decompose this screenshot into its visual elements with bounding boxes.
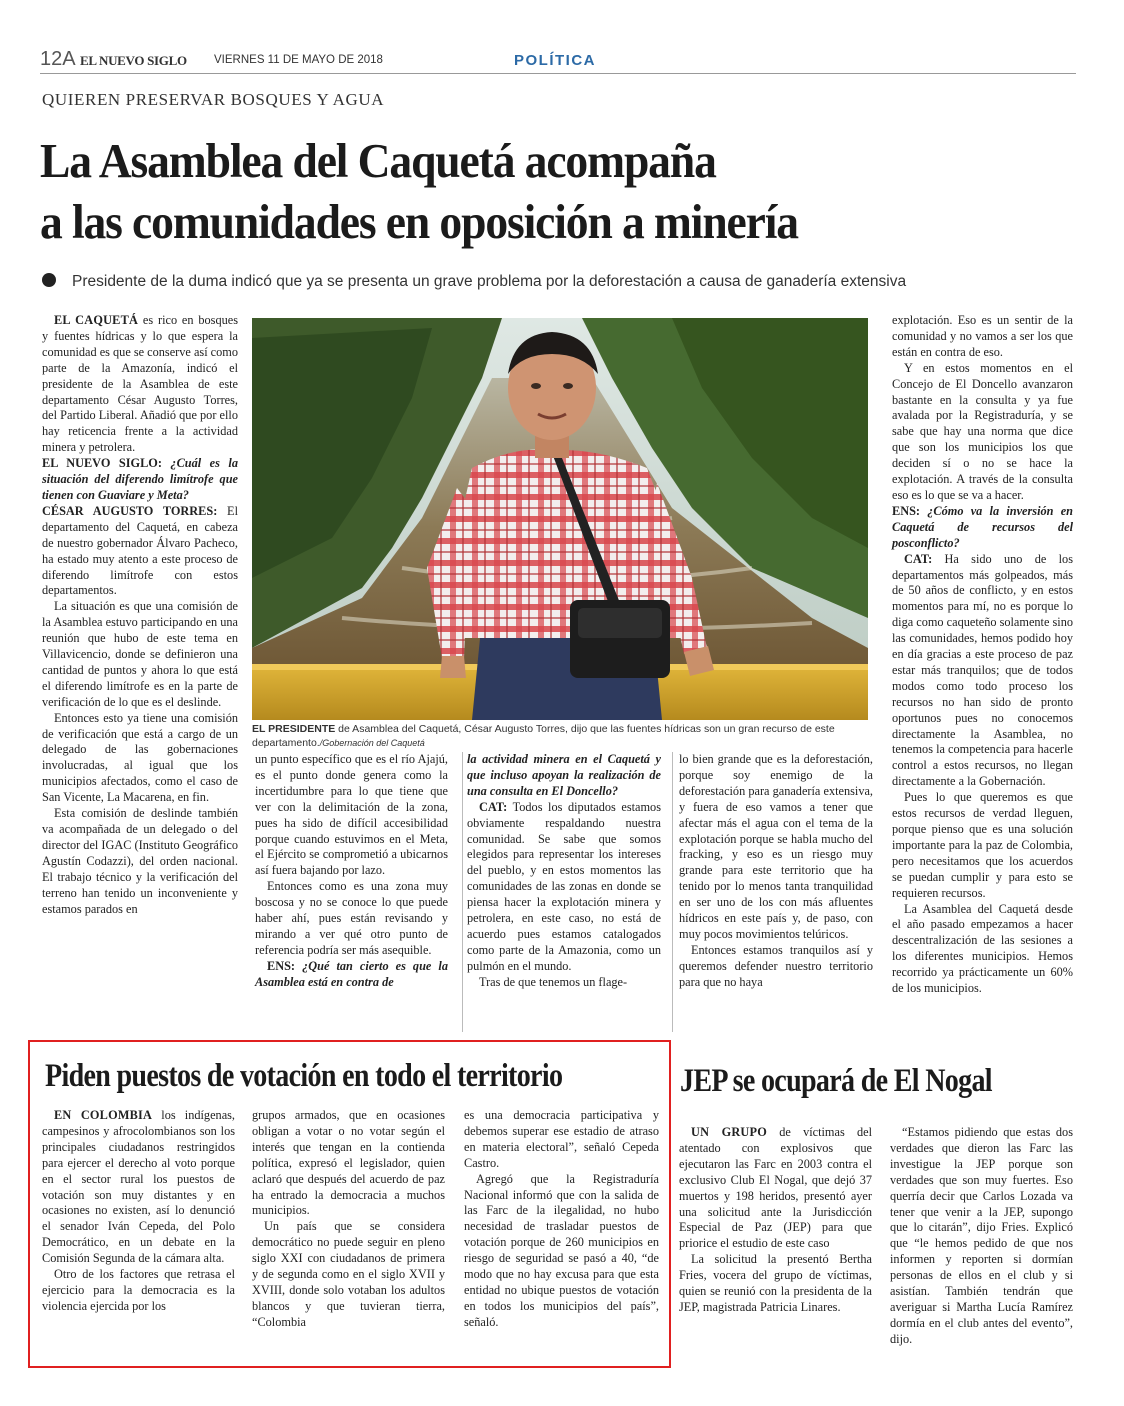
paragraph: Y en estos momentos en el Concejo de El Doncello avanzaron bastante en la consulta y ya fue avalada por la Registraduría, y se sabe que hay una norma que dice que son los municipios los que deciden sí o no se hace la explotación. A través de la consulta eso es lo que se va a hacer. bbox=[892, 360, 1073, 502]
paragraph: es rico en bosques y fuentes hídricas y lo que espera la comunidad es que se conserve así como parte de la Amazonía, indicó el presidente de la Asamblea de este departamento César Augusto Torres, del Partido Liberal. Añadió que por ello hay reticencia frente a la actividad minera y petrolera. bbox=[42, 313, 239, 455]
paragraph: Esta comisión de deslinde también va acompañada de un delegado o del director del IGAC (Instituto Geográfico Agustín Codazzi), del orden nacional. El trabajo técnico y la verificación del terreno han tenido un inconveniente y estamos parados en bbox=[42, 806, 239, 916]
caption-text: de Asamblea del Caquetá, César Augusto Torres, dijo que las fuentes hídricas son un gran recurso de este departamento. bbox=[252, 723, 835, 749]
paragraph: Agregó que la Registraduría Nacional informó que con la salida de las Farc de la ilegalidad, no hubo necesidad de trasladar puestos de votación porque de 260 municipios en riesgo de seguridad se pasó a 40, “de modo que no hay excusa para que esta entidad no ubique puestos de votación en todos los municipios del país”, señaló. bbox=[464, 1171, 659, 1329]
article-summary bbox=[42, 273, 1082, 291]
article-column-1 bbox=[42, 313, 238, 917]
answer: Todos los diputados estamos obviamente respaldando nuestra comunidad. Se sabe que somos elegidos para representar los intereses del pueblo, y en estos momentos las comunidades de las zonas en donde se piensa hacer la explotación minera y petrolera, en este caso, no está de acuerdo pues estamos catalogados como parte de la Amazonia, como un pulmón en el mundo. bbox=[467, 799, 661, 973]
question: ¿Cómo va la inversión en Caquetá de recursos del posconflicto? bbox=[892, 503, 1073, 550]
question: ¿Cuál es la situación del diferendo limítrofe que tienen con Guaviare y Meta? bbox=[42, 456, 238, 502]
column-rule bbox=[462, 752, 463, 1032]
paragraph: Tras de que tenemos un flage- bbox=[479, 974, 628, 989]
paragraph: los indígenas, campesinos y afrocolombianos son los principales ciudadanos restringidos para ejercer el derecho al voto porque en el sector rural los puestos de votación son muy distantes y en ocasiones no existen, así lo denunció el senador Iván Cepeda, del Polo Democrático, en un debate en la Comisión Segunda de la cámara alta. bbox=[42, 1108, 236, 1266]
paragraph: Entonces estamos tranquilos así y queremos defender nuestro territorio para que no haya bbox=[679, 942, 873, 989]
paragraph: La situación es que una comisión de la Asamblea estuvo participando en una reunión que hubo de este tema en Villavicencio, donde se definieron una cantidad de puntos y ahora lo que está el diferendo limítrofe es en la parte de verificación de lo que es el deslinde. bbox=[42, 599, 238, 709]
article-column-4 bbox=[679, 752, 873, 991]
lead-in: EN COLOMBIA bbox=[54, 1108, 153, 1122]
article-column-2 bbox=[255, 752, 448, 991]
story2-column-2 bbox=[252, 1108, 445, 1331]
page-header bbox=[40, 46, 1076, 74]
paragraph: Entonces como es una zona muy boscosa y no se conoce lo que puede haber ahí, pues están revisando y mirando a ver qué otro punto de referencia podría ser más asequible. bbox=[255, 879, 448, 957]
paragraph: grupos armados, que en ocasiones obligan a votar o no votar según el interés que tengan en la contienda política, expresó el legislador, quien aclaró que después del acuerdo de paz ha entrado la democracia a muchos municipios. bbox=[252, 1108, 445, 1218]
paragraph: Otro de los factores que retrasa el ejercicio para la democracia es la violencia ejercida por los bbox=[42, 1267, 235, 1313]
story3-column-1 bbox=[679, 1125, 872, 1316]
answer-lead: CÉSAR AUGUSTO TORRES: bbox=[42, 503, 218, 518]
question-lead: ENS: bbox=[892, 503, 921, 518]
section-name: POLÍTICA bbox=[514, 52, 596, 69]
lead-in: UN GRUPO bbox=[691, 1125, 767, 1139]
question-lead: ENS: bbox=[267, 958, 296, 973]
article-photo bbox=[252, 318, 868, 720]
article-headline bbox=[40, 130, 1007, 252]
paragraph: La Asamblea del Caquetá desde el año pasado empezamos a hacer descentralización de las sesiones a los diferentes municipios. Hemos recorrido ya prácticamente un 60% de los municipios. bbox=[892, 901, 1073, 996]
column-rule bbox=[672, 752, 673, 1032]
paragraph: de víctimas del atentado con explosivos que ejecutaron las Farc en 2003 contra el exclusivo Club El Nogal, que dejó 37 muertos y 198 heridos, presentó ayer una solicitud ante la Jurisdicción Especial de Paz (JEP) para que priorice el estudio de este caso bbox=[679, 1125, 872, 1251]
paragraph: un punto específico que es el río Ajajú, es el punto donde genera como la incertidumbre para lo que tiene que ver con la delimitación de la zona, pues ha sido de difícil accesibilidad porque cuando estuvimos en el Meta, el Ejército se comprometió a ubicarnos así fuera bajando por lazo. bbox=[255, 752, 448, 878]
paragraph: lo bien grande que es la deforestación, porque soy enemigo de la deforestación para ganadería extensiva, y fuera de eso vamos a tener que afectar más el agua con el tema de la explotación porque se habla mucho del fracking, y eso es un riesgo muy grande para este territorio que ha tenido por lo menos tanta tranquilidad en ser uno de los con más afluentes hídricos en este país y, de paso, con muy pocos movimientos telúricos. bbox=[679, 752, 873, 941]
lead-in: EL CAQUETÁ bbox=[54, 313, 139, 327]
page-number: 12A bbox=[40, 48, 76, 70]
article-column-3 bbox=[467, 752, 661, 991]
headline-line-2: a las comunidades en oposición a minería bbox=[40, 194, 798, 249]
article-kicker: QUIEREN PRESERVAR BOSQUES Y AGUA bbox=[42, 90, 385, 109]
headline-line-1: La Asamblea del Caquetá acompaña bbox=[40, 133, 716, 188]
paragraph: La solicitud la presentó Bertha Fries, vocera del grupo de víctimas, quien se reunió con la presidenta de la JEP, magistrada Patricia Linares. bbox=[679, 1252, 872, 1314]
answer: Ha sido uno de los departamentos más golpeados, más de 50 años de conflicto, y en estos momentos para mí, no es porque lo diga como caqueteño solamente sino las comunidades, hemos podido hoy en día gracias a este proceso de paz estar más tranquilos; que de todos modos como todo proceso los recursos no han sido de pronto oportunos pues no conocemos directamente la Asamblea, no tenemos la competencia para hacerle control a estos recursos, no llegan directamente a la Gobernación. bbox=[892, 551, 1073, 789]
answer-lead: CAT: bbox=[479, 799, 508, 814]
question: ¿Qué tan cierto es que la Asamblea está en contra de bbox=[255, 958, 448, 989]
story3-title: JEP se ocupará de El Nogal bbox=[680, 1063, 992, 1099]
header-rule bbox=[40, 73, 1076, 74]
paragraph: es una democracia participativa y debemos superar ese estadio de atraso en materia electoral”, señaló Cepeda Castro. bbox=[464, 1108, 659, 1170]
question-lead: EL NUEVO SIGLO: bbox=[42, 456, 162, 471]
story2-column-1 bbox=[42, 1108, 235, 1315]
question: la actividad minera en el Caquetá y que incluso apoyan la realización de una consulta en El Doncello? bbox=[467, 752, 661, 798]
story2-column-3 bbox=[464, 1108, 659, 1331]
story3-column-2 bbox=[890, 1125, 1073, 1348]
issue-date: VIERNES 11 DE MAYO DE 2018 bbox=[214, 54, 383, 66]
man-on-bridge-photo-icon bbox=[252, 318, 868, 720]
newspaper-name: EL NUEVO SIGLO bbox=[80, 53, 187, 68]
story2-title: Piden puestos de votación en todo el territorio bbox=[45, 1058, 563, 1094]
paragraph: explotación. Eso es un sentir de la comunidad y no vamos a ser los que están en contra de eso. bbox=[892, 313, 1073, 359]
paragraph: Entonces esto ya tiene una comisión de verificación que está a cargo de un delegado de las gobernaciones involucradas, al igual que los municipios afectados, como el caso de San Vicente, La Macarena, en fin. bbox=[42, 710, 238, 805]
summary-text: Presidente de la duma indicó que ya se presenta un grave problema por la deforestación a causa de ganadería extensiva bbox=[72, 273, 907, 290]
paragraph: “Estamos pidiendo que estas dos verdades que dieron las Farc las investigue la JEP porque son verdades que son muy fuertes. Eso querría decir que Carlos Lozada va tener que venir a la JEP, supongo que lo citarán”, dijo Fries. Explicó que “le hemos pedido de que nos informen y reporten si dormían personas de ellos en el club y si asistían. También tendrán que averiguar si Martha Lucía Ramírez dormía en el club antes del evento”, dijo. bbox=[890, 1125, 1073, 1346]
article-column-5 bbox=[892, 313, 1073, 997]
paragraph: Pues lo que queremos es que estos recursos de verdad lleguen, porque pienso que es una solución importante para la paz de Colombia, pero necesitamos que los acuerdos se puedan cumplir y para esto se requieren recursos. bbox=[892, 790, 1073, 900]
caption-lead: EL PRESIDENTE bbox=[252, 723, 336, 735]
photo-credit: /Gobernación del Caquetá bbox=[319, 738, 425, 748]
answer-lead: CAT: bbox=[904, 551, 933, 566]
answer: El departamento del Caquetá, en cabeza de nuestro gobernador Álvaro Pacheco, ha estado muy atento a este proceso de diferendo limítrofe con estos departamentos. bbox=[42, 503, 238, 598]
photo-caption bbox=[252, 722, 868, 750]
paragraph: Un país que se considera democrático no puede seguir en pleno siglo XXI con ciudadanos de primera y de segunda como en el siglo XVII y XVIII, donde solo votaban los adultos blancos y que tuvieran tierra, “Colombia bbox=[252, 1219, 445, 1329]
bullet-icon bbox=[42, 273, 56, 287]
